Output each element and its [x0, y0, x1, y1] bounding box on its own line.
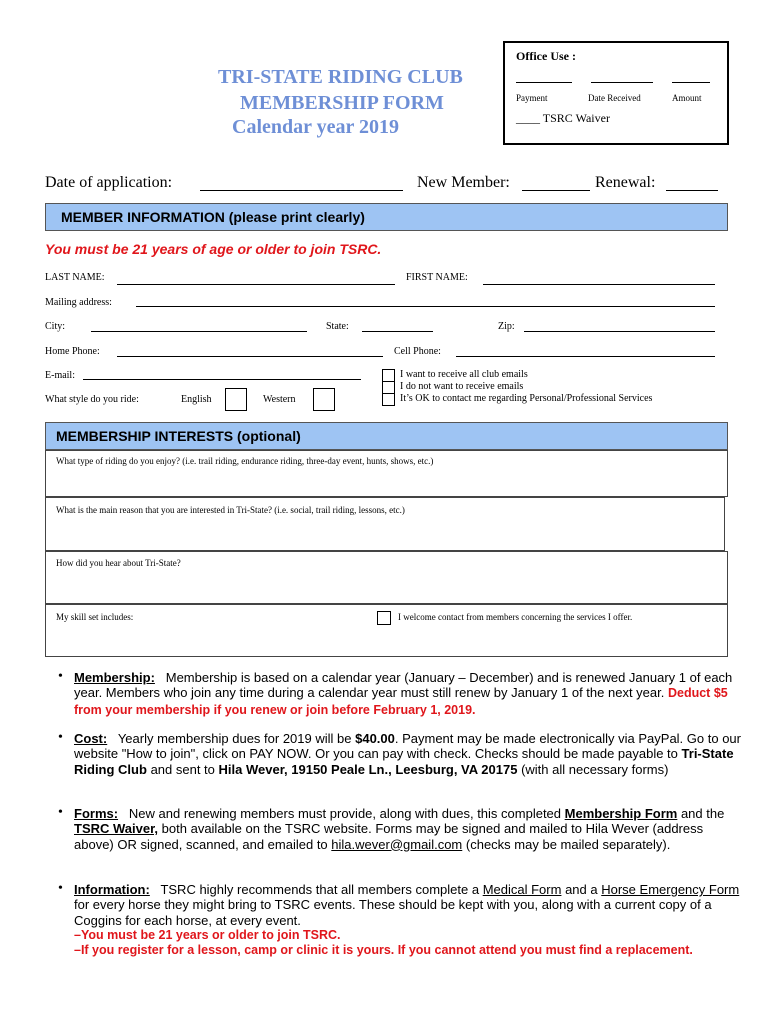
forms-text-c: both available on the TSRC website. Forms may be signed and mailed to Hila Wever (address above) OR signed, scanned, and emailed to [74, 821, 704, 852]
cost-text-b: . Payment may be made electronically via PayPal. Go to our website "How to join", click on PAY NOW. Or you can pay with check. Checks should be made payable to [74, 731, 741, 762]
date-of-application-label: Date of application: [45, 174, 173, 191]
skill-set-box[interactable] [45, 604, 728, 657]
bullet-dot: • [58, 881, 63, 896]
renewal-field[interactable] [666, 190, 718, 191]
membership-text: Membership is based on a calendar year (January – December) and is renewed January 1 of each year. Members who join any time during a calendar year must still renew by January 1 of the next year. [74, 670, 733, 701]
ride-style-label: What style do you ride: [45, 394, 139, 405]
cell-phone-field[interactable] [456, 356, 715, 357]
information-text-c: for every horse they might bring to TSRC events. These should be kept with you, along with a current copy of a Coggins for each horse, at every event. [74, 897, 712, 928]
date-received-label: Date Received [588, 93, 641, 103]
contact-ok-checkbox[interactable] [382, 393, 395, 406]
no-emails-label: I do not want to receive emails [400, 381, 524, 392]
state-field[interactable] [362, 331, 433, 332]
riding-type-question: What type of riding do you enjoy? (i.e. trail riding, endurance riding, three-day event, hunts, shows, etc.) [56, 456, 434, 466]
cost-text-c: and sent to [150, 761, 215, 777]
contact-ok-label: It’s OK to contact me regarding Personal/Professional Services [400, 393, 653, 404]
horse-emergency-form-link[interactable]: Horse Emergency Form [601, 882, 740, 897]
form-title: MEMBERSHIP FORM [240, 92, 444, 114]
reason-question: What is the main reason that you are interested in Tri-State? (i.e. social, trail riding, lessons, etc.) [56, 505, 405, 515]
membership-bullet [74, 670, 742, 718]
member-info-header [45, 203, 728, 231]
home-phone-field[interactable] [117, 356, 383, 357]
email-label: E-mail: [45, 370, 75, 381]
mailing-address-label: Mailing address: [45, 297, 112, 308]
information-text-b: and a [565, 882, 598, 897]
waiver-blank[interactable]: ____ [516, 111, 540, 125]
payment-line[interactable] [516, 82, 572, 83]
membership-discount: Deduct $5 from your membership if you renew or join before February 1, 2019. [74, 686, 728, 717]
date-of-application-field[interactable] [200, 190, 403, 191]
cost-head: Cost: [74, 731, 108, 746]
heard-about-box[interactable] [45, 551, 728, 604]
renewal-label: Renewal: [595, 174, 656, 191]
cost-bullet [74, 731, 742, 777]
reason-box[interactable] [45, 497, 725, 551]
cell-phone-label: Cell Phone: [394, 346, 441, 357]
information-text-a: TSRC highly recommends that all members complete a [160, 882, 480, 897]
english-label: English [181, 394, 212, 405]
information-bullet [74, 882, 742, 958]
first-name-label: FIRST NAME: [406, 272, 468, 283]
english-checkbox[interactable] [225, 388, 247, 411]
waiver-label: TSRC Waiver [542, 111, 610, 125]
cost-address: Hila Wever, 19150 Peale Ln., Leesburg, VA 20175 [218, 761, 518, 777]
medical-form-link[interactable]: Medical Form [482, 882, 562, 897]
first-name-field[interactable] [483, 284, 715, 285]
welcome-contact-label: I welcome contact from members concerning the services I offer. [398, 612, 633, 622]
forms-text-d: (checks may be mailed separately). [465, 836, 671, 852]
forms-text-a: New and renewing members must provide, along with dues, this completed [128, 806, 562, 821]
interests-heading: MEMBERSHIP INTERESTS (optional) [56, 428, 301, 444]
payment-label: Payment [516, 93, 548, 103]
club-title: TRI-STATE RIDING CLUB [218, 66, 463, 88]
last-name-label: LAST NAME: [45, 272, 105, 283]
zip-field[interactable] [524, 331, 715, 332]
welcome-contact-checkbox[interactable] [377, 611, 391, 625]
calendar-year-title: Calendar year 2019 [232, 116, 400, 138]
state-label: State: [326, 321, 349, 332]
forms-text-b: and the [680, 806, 725, 821]
amount-line[interactable] [672, 82, 710, 83]
forms-head: Forms: [74, 806, 119, 821]
cost-amount: $40.00 [355, 731, 395, 746]
information-head: Information: [74, 882, 150, 897]
tsrc-waiver-link[interactable]: TSRC Waiver, [74, 821, 159, 837]
western-label: Western [263, 394, 296, 405]
cost-text-a: Yearly membership dues for 2019 will be [117, 731, 352, 746]
membership-head: Membership: [74, 670, 155, 685]
member-info-heading: MEMBER INFORMATION (please print clearly) [61, 209, 365, 225]
interests-header [45, 422, 728, 450]
forms-bullet [74, 806, 742, 852]
office-use-box [503, 41, 729, 145]
bullet-dot: • [58, 730, 63, 745]
city-field[interactable] [91, 331, 307, 332]
replacement-policy: –If you register for a lesson, camp or clinic it is yours. If you cannot attend you must find a replacement. [74, 943, 693, 958]
cost-text-d: (with all necessary forms) [521, 761, 669, 777]
western-checkbox[interactable] [313, 388, 335, 411]
new-member-field[interactable] [522, 190, 590, 191]
waiver-row [516, 111, 610, 126]
age-requirement: –You must be 21 years or older to join TSRC. [74, 927, 341, 942]
email-link[interactable]: hila.wever@gmail.com [331, 836, 463, 852]
age-notice: You must be 21 years of age or older to join TSRC. [45, 241, 382, 257]
city-label: City: [45, 321, 66, 332]
office-use-title: Office Use : [516, 49, 576, 63]
amount-label: Amount [672, 93, 702, 103]
zip-label: Zip: [498, 321, 515, 332]
membership-form-link[interactable]: Membership Form [564, 806, 678, 821]
bullet-dot: • [58, 669, 63, 684]
riding-type-box[interactable] [45, 450, 728, 497]
receive-all-emails-label: I want to receive all club emails [400, 369, 528, 380]
last-name-field[interactable] [117, 284, 395, 285]
bullet-dot: • [58, 805, 63, 820]
skill-set-question: My skill set includes: [56, 612, 134, 622]
cost-club: Tri-State Riding Club [74, 746, 734, 777]
mailing-address-field[interactable] [136, 306, 715, 307]
home-phone-label: Home Phone: [45, 346, 100, 357]
new-member-label: New Member: [417, 174, 510, 191]
heard-about-question: How did you hear about Tri-State? [56, 558, 181, 568]
email-field[interactable] [83, 379, 361, 380]
date-received-line[interactable] [591, 82, 653, 83]
